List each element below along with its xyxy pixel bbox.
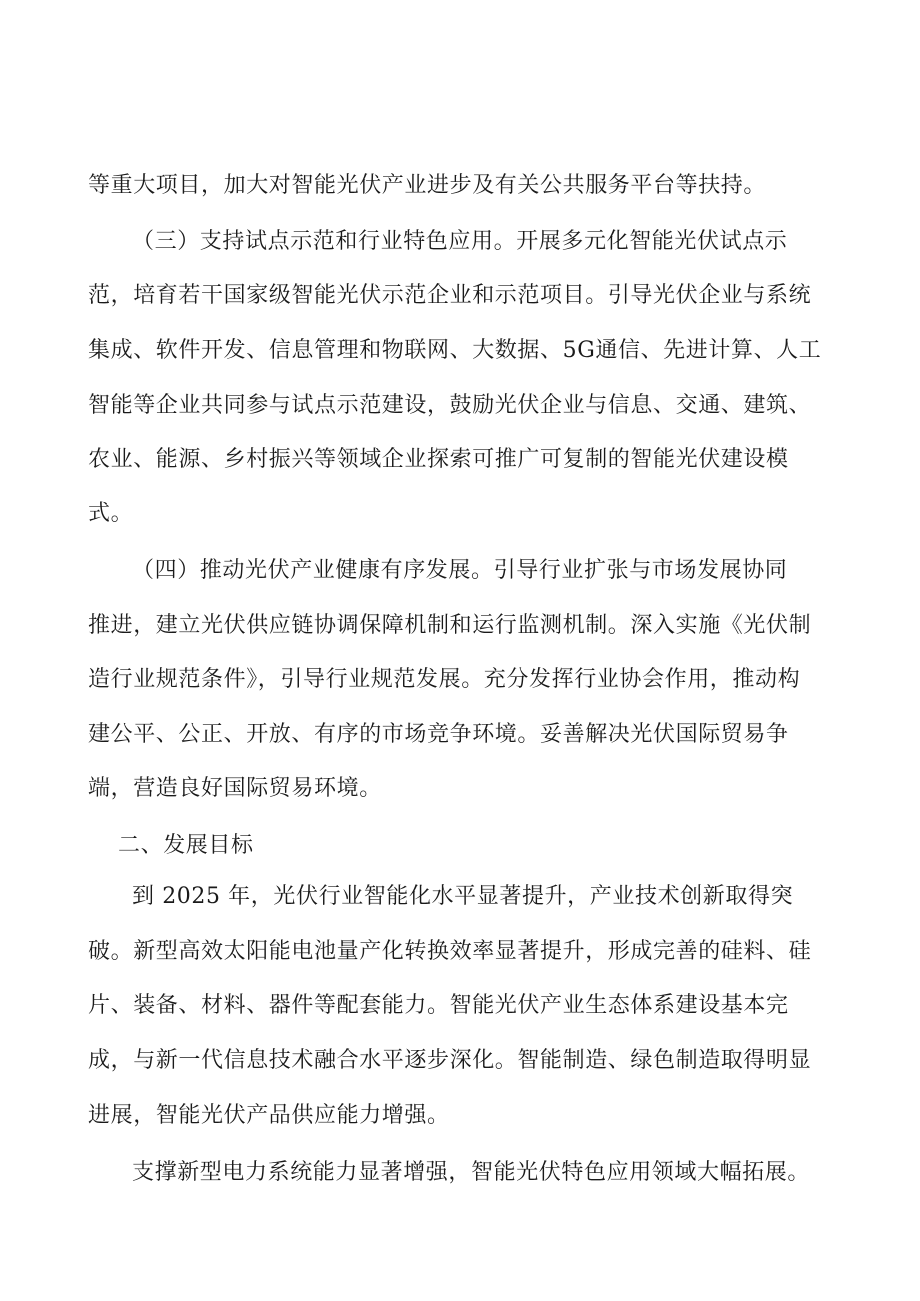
text-line-1: 等重大项目，加大对智能光伏产业进步及有关公共服务平台等扶持。 bbox=[88, 173, 767, 198]
text-line-3: 范，培育若干国家级智能光伏示范企业和示范项目。引导光伏企业与系统 bbox=[88, 283, 812, 308]
text-line-4: 集成、软件开发、信息管理和物联网、大数据、5G通信、先进计算、人工 bbox=[88, 338, 822, 363]
text-line-15: 破。新型高效太阳能电池量产化转换效率显著提升，形成完善的硅料、硅 bbox=[88, 939, 812, 964]
text-line-17: 成，与新一代信息技术融合水平逐步深化。智能制造、绿色制造取得明显 bbox=[88, 1048, 812, 1073]
text-line-5: 智能等企业共同参与试点示范建设，鼓励光伏企业与信息、交通、建筑、 bbox=[88, 393, 812, 418]
text-line-2: （三）支持试点示范和行业特色应用。开展多元化智能光伏试点示 bbox=[132, 229, 788, 254]
text-line-7: 式。 bbox=[88, 501, 134, 526]
section-heading: 二、发展目标 bbox=[118, 833, 254, 858]
text-line-16: 片、装备、材料、器件等配套能力。智能光伏产业生态体系建设基本完 bbox=[88, 993, 789, 1018]
text-line-14: 到 2025 年，光伏行业智能化水平显著提升，产业技术创新取得突 bbox=[132, 884, 794, 909]
text-line-9: 推进，建立光伏供应链协调保障机制和运行监测机制。深入实施《光伏制 bbox=[88, 613, 812, 638]
text-line-6: 农业、能源、乡村振兴等领域企业探索可推广可复制的智能光伏建设模 bbox=[88, 447, 789, 472]
text-line-19: 支撑新型电力系统能力显著增强，智能光伏特色应用领域大幅拓展。 bbox=[132, 1160, 811, 1185]
text-line-8: （四）推动光伏产业健康有序发展。引导行业扩张与市场发展协同 bbox=[132, 558, 788, 583]
text-line-11: 建公平、公正、开放、有序的市场竞争环境。妥善解决光伏国际贸易争 bbox=[88, 722, 789, 747]
text-line-18: 进展，智能光伏产品供应能力增强。 bbox=[88, 1103, 450, 1128]
text-line-10: 造行业规范条件》，引导行业规范发展。充分发挥行业协会作用，推动构 bbox=[88, 667, 801, 692]
text-line-12: 端，营造良好国际贸易环境。 bbox=[88, 776, 382, 801]
